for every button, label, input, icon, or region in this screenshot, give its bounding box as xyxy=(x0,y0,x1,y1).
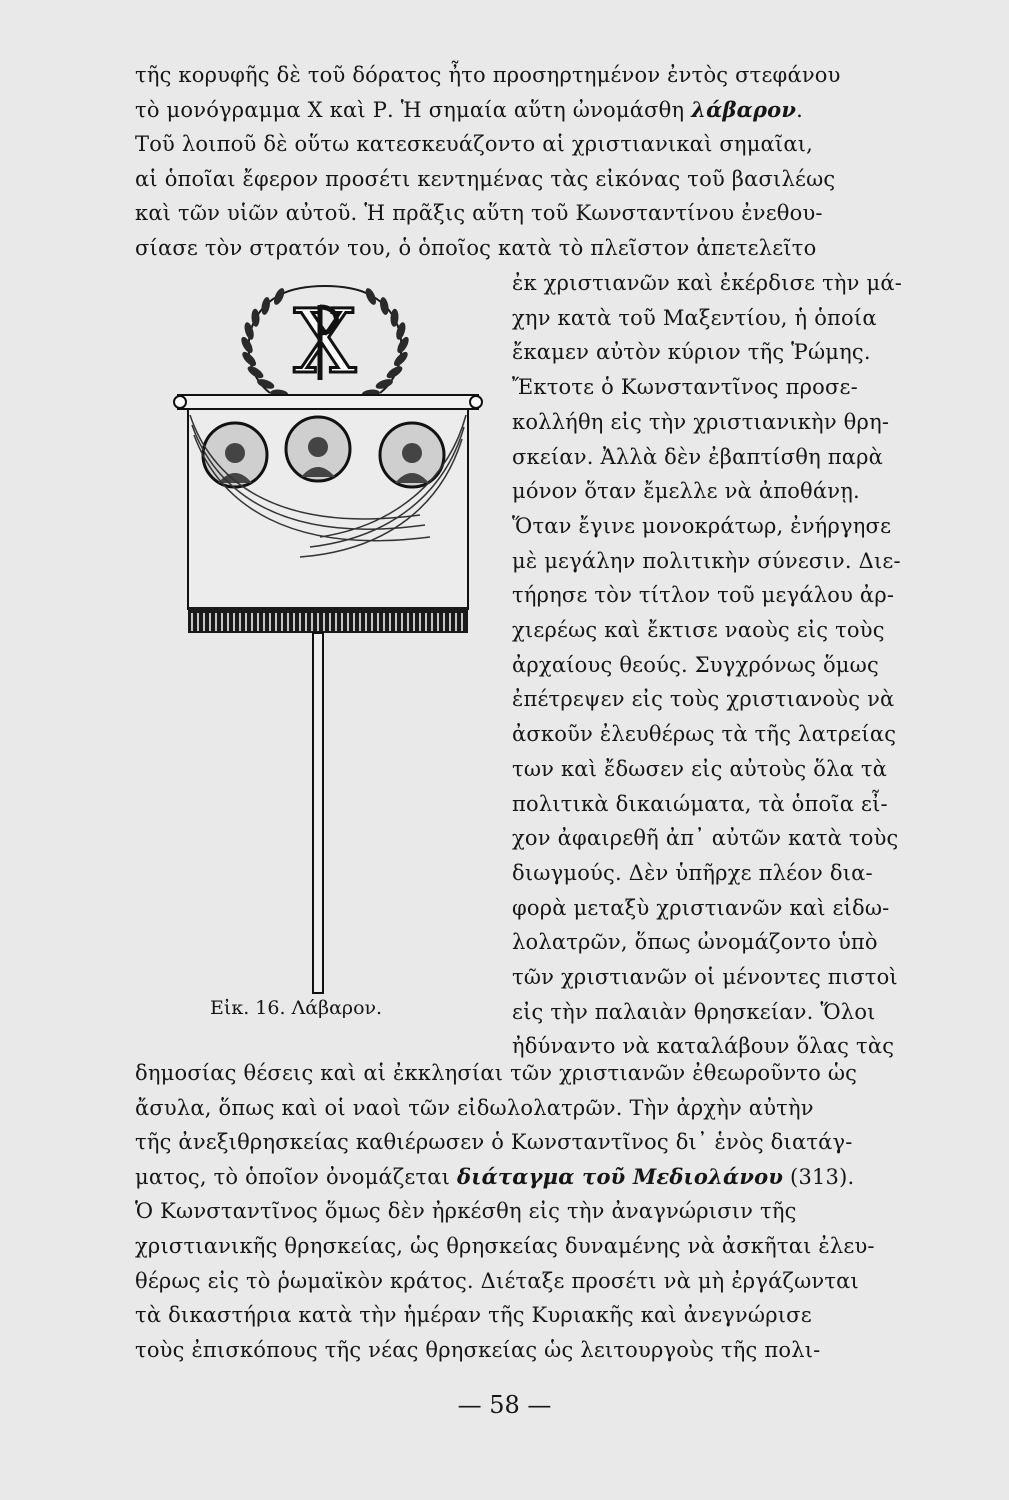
text-line: ἠδύναντο νὰ καταλάβουν ὅλας τὰς xyxy=(512,1034,895,1059)
leaf-icon xyxy=(385,364,404,381)
text-line: ἀσκοῦν ἐλευθέρως τὰ τῆς λατρείας xyxy=(512,722,897,747)
leaf-icon xyxy=(246,364,265,381)
text-line: εἰς τὴν παλαιὰν θρησκείαν. Ὅλοι xyxy=(512,999,876,1024)
page-number: — 58 — xyxy=(457,1391,552,1419)
text-line: ἄσυλα, ὅπως καὶ οἱ ναοὶ τῶν εἰδωλολατρῶν. Τὴν ἀρχὴν αὐτὴν xyxy=(135,1095,814,1120)
text-line: τὰ δικαστήρια κατὰ τὴν ἡμέραν τῆς Κυριακῆς καὶ ἀνεγνώρισε xyxy=(135,1303,812,1328)
text-line: διωγμούς. Δὲν ὑπῆρχε πλέον δια- xyxy=(512,860,873,885)
banner-pole xyxy=(313,633,323,993)
text-line: τῆς ἀνεξιθρησκείας καθιέρωσεν ὁ Κωνσταντῖνος δι᾿ ἑνὸς διατάγ- xyxy=(135,1130,853,1155)
text-line: δημοσίας θέσεις καὶ αἱ ἐκκλησίαι τῶν χριστιανῶν ἐθεωροῦντο ὡς xyxy=(135,1061,858,1085)
leaf-icon xyxy=(272,287,287,307)
svg-text:Χ: Χ xyxy=(293,290,357,393)
emphasized-term: διάταγμα τοῦ Μεδιολάνου xyxy=(457,1163,784,1189)
text-line: χον ἀφαιρεθῆ ἀπ᾿ αὐτῶν κατὰ τοὺς xyxy=(512,826,899,851)
chi-rho-monogram-icon xyxy=(294,290,357,393)
text-line: πολιτικὰ δικαιώματα, τὰ ὁποῖα εἶ- xyxy=(512,791,888,816)
figure-caption: Εἰκ. 16. Λάβαρον. xyxy=(210,997,383,1019)
text-line: χιερέως καὶ ἔκτισε ναοὺς εἰς τοὺς xyxy=(512,618,885,642)
text-segment: ματος, τὸ ὁποῖον ὀνομάζεται xyxy=(135,1164,457,1189)
text-line: τήρησε τὸν τίτλον τοῦ μεγάλου ἀρ- xyxy=(512,583,895,608)
text-line xyxy=(135,1164,970,1190)
text-line: τοὺς ἐπισκόπους τῆς νέας θρησκείας ὡς λειτουργοὺς τῆς πολι- xyxy=(135,1337,821,1362)
text-line: φορὰ μεταξὺ χριστιανῶν καὶ εἰδω- xyxy=(512,895,890,920)
text-line: Ὁ Κωνσταντῖνος ὅμως δὲν ἠρκέσθη εἰς τὴν ἀναγνώρισιν τῆς xyxy=(135,1199,797,1224)
text-segment: (313). xyxy=(783,1164,855,1189)
text-line: Ὅταν ἔγινε μονοκράτωρ, ἐνήργησε xyxy=(512,513,892,538)
leaf-icon xyxy=(379,296,390,315)
text-line: μὲ μεγάλην πολιτικὴν σύνεσιν. Διε- xyxy=(512,548,901,573)
text-line: αἱ ὁποῖαι ἔφερον προσέτι κεντημένας τὰς εἰκόνας τοῦ βασιλέως xyxy=(135,166,836,191)
banner-crossbar xyxy=(178,395,478,409)
text-line: κολλήθη εἰς τὴν χριστιανικὴν θρη- xyxy=(512,409,890,434)
labarum-illustration xyxy=(170,275,490,995)
text-line: θέρως εἰς τὸ ῥωμαϊκὸν κράτος. Διέταξε προσέτι νὰ μὴ ἐργάζωνται xyxy=(135,1268,859,1293)
text-line: Τοῦ λοιποῦ δὲ οὕτω κατεσκευάζοντο αἱ χριστιανικαὶ σημαῖαι, xyxy=(135,132,814,157)
text-line: ἔκαμεν αὐτὸν κύριον τῆς Ῥώμης. xyxy=(512,340,871,365)
text-line: χριστιανικῆς θρησκείας, ὡς θρησκείας δυναμένης νὰ ἀσκῆται ἐλευ- xyxy=(135,1234,875,1258)
text-line: τῶν χριστιανῶν οἱ μένοντες πιστοὶ xyxy=(512,965,898,989)
text-line: των καὶ ἔδωσεν εἰς αὐτοὺς ὅλα τὰ xyxy=(512,756,888,781)
text-segment: . xyxy=(796,97,803,122)
text-line: ἐκ χριστιανῶν καὶ ἐκέρδισε τὴν μά- xyxy=(512,271,903,295)
text-line: ἀρχαίους θεούς. Συγχρόνως ὅμως xyxy=(512,652,879,677)
text-line: μόνον ὅταν ἔμελλε νὰ ἀποθάνῃ. xyxy=(512,479,860,504)
leaf-icon xyxy=(364,287,379,307)
text-line: χην κατὰ τοῦ Μαξεντίου, ἡ ὁποία xyxy=(512,305,877,330)
text-segment: τὸ μονόγραμμα Χ καὶ Ρ. Ἡ σημαία αὕτη ὠνομάσθη xyxy=(135,97,692,122)
leaf-icon xyxy=(260,296,271,315)
text-line: καὶ τῶν υἱῶν αὐτοῦ. Ἡ πρᾶξις αὕτη τοῦ Κωνσταντίνου ἐνεθου- xyxy=(135,201,823,226)
text-line: λολατρῶν, ὅπως ὠνομάζοντο ὑπὸ xyxy=(512,930,878,955)
text-line: Ἔκτοτε ὁ Κωνσταντῖνος προσε- xyxy=(512,375,858,400)
text-line: ἐπέτρεψεν εἰς τοὺς χριστιανοὺς νὰ xyxy=(512,687,895,712)
text-line xyxy=(135,97,970,123)
text-line: σκείαν. Ἀλλὰ δὲν ἐβαπτίσθη παρὰ xyxy=(512,444,884,469)
text-line: σίασε τὸν στρατόν του, ὁ ὁποῖος κατὰ τὸ πλεῖστον ἀπετελεῖτο xyxy=(135,236,817,260)
text-line: τῆς κορυφῆς δὲ τοῦ δόρατος ἦτο προσηρτημένον ἐντὸς στεφάνου xyxy=(135,63,841,87)
emphasized-term: λάβαρον xyxy=(691,96,797,122)
